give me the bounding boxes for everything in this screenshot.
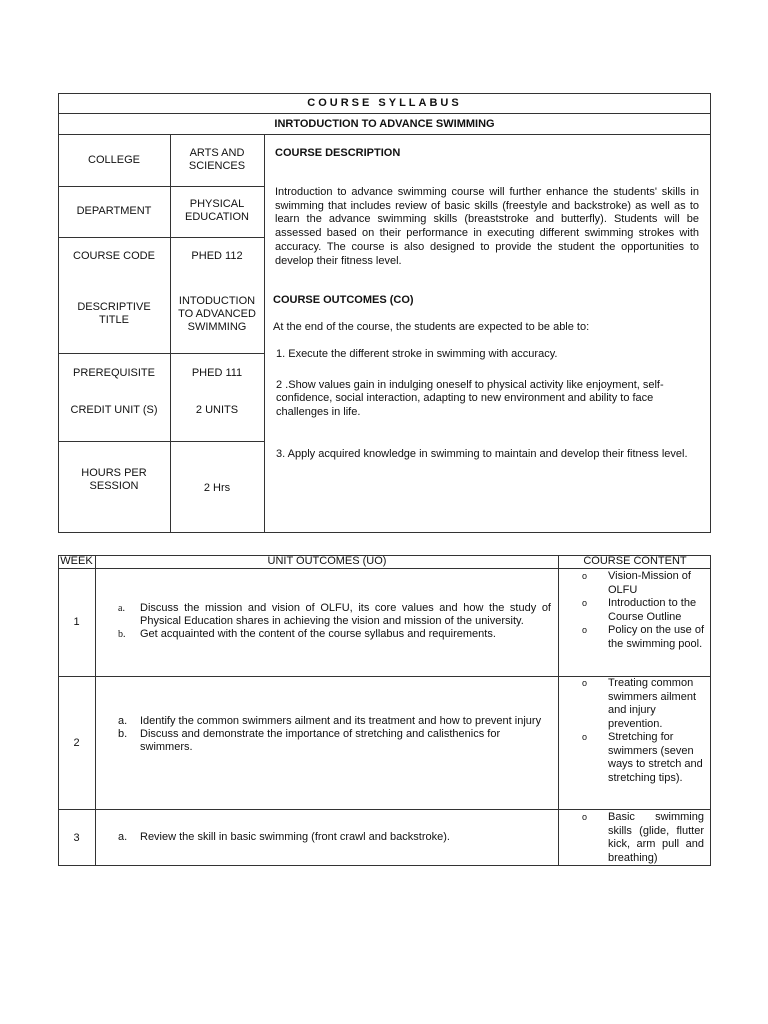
bullet: o xyxy=(582,812,588,822)
row-divider xyxy=(58,353,264,354)
course-name-cell xyxy=(58,114,711,135)
unit-outcome-text: Get acquainted with the content of the course syllabus and requirements. xyxy=(140,628,496,640)
course-content-item xyxy=(582,597,704,624)
course-content-item xyxy=(582,570,704,597)
column-divider xyxy=(95,555,96,866)
course-content-text: Vision-Mission of OLFU xyxy=(608,570,691,596)
bullet: o xyxy=(582,732,588,742)
course-content-item xyxy=(582,811,704,865)
hours-label: HOURS PER SESSION xyxy=(81,467,147,492)
page-title: COURSE SYLLABUS xyxy=(307,97,462,109)
credit-unit-value: 2 UNITS xyxy=(195,403,239,416)
prerequisite-value: PHED 111 xyxy=(191,366,243,379)
unit-outcomes-cell xyxy=(118,831,551,844)
row-divider xyxy=(58,186,264,187)
course-content-text: Introduction to the Course Outline xyxy=(608,597,697,623)
row-divider xyxy=(58,441,264,442)
course-content-cell xyxy=(582,570,704,651)
prerequisite-label: PREREQUISITE xyxy=(73,366,155,379)
course-outcomes-intro: At the end of the course, the students are expected to be able to: xyxy=(273,321,590,333)
week-number: 1 xyxy=(73,616,80,628)
unit-outcome-text: Discuss and demonstrate the importance of stretching and calisthenics for swimmers. xyxy=(140,728,501,753)
course-content-item xyxy=(582,624,704,651)
list-marker: b. xyxy=(118,728,128,740)
course-description-heading: COURSE DESCRIPTION xyxy=(275,147,401,159)
course-name: INRTODUCTION TO ADVANCE SWIMMING xyxy=(274,118,495,130)
course-outcome-item: 3. Apply acquired knowledge in swimming to maintain and develop their fitness level. xyxy=(276,448,688,460)
descriptive-title-label: DESCRIPTIVE TITLE xyxy=(77,301,151,326)
course-code-value: PHED 112 xyxy=(191,249,243,262)
list-marker: a. xyxy=(118,831,128,843)
college-value: ARTS AND SCIENCES xyxy=(188,147,246,172)
bullet: o xyxy=(582,625,588,635)
header-week: WEEK xyxy=(60,555,93,567)
course-content-text: Stretching for swimmers (seven ways to stretch and stretching tips). xyxy=(608,731,703,784)
course-code-label: COURSE CODE xyxy=(73,249,155,262)
bullet: o xyxy=(582,678,588,688)
unit-outcome-text: Discuss the mission and vision of OLFU, its core values and how the study of Physical Education shares in achieving the vision and mission of the university. xyxy=(140,602,551,627)
credit-unit-label: CREDIT UNIT (S) xyxy=(70,403,158,416)
course-description-text: Introduction to advance swimming course will further enhance the students' skills in swimming that includes review of basic skills (freestyle and backstroke) as well as to learn the advance swimming skills (breaststroke and butterfly). Students will be assessed based on their performance in executing different swimming strokes with accuracy. The course is also designed to provide the student the opportunities to develop their fitness level. xyxy=(275,186,699,267)
course-content-item xyxy=(582,731,704,785)
unit-outcome-item xyxy=(118,602,551,628)
college-label: COLLEGE xyxy=(88,153,140,166)
column-divider xyxy=(558,555,559,866)
bullet: o xyxy=(582,598,588,608)
unit-outcome-item xyxy=(118,728,551,754)
descriptive-title-value: INTODUCTION TO ADVANCED SWIMMING xyxy=(178,294,256,333)
header-unit-outcomes: UNIT OUTCOMES (UO) xyxy=(267,555,387,567)
unit-outcomes-cell xyxy=(118,602,551,641)
course-content-text: Basic swimming skills (glide, flutter kick, arm pull and breathing) xyxy=(608,811,704,864)
header-course-content: COURSE CONTENT xyxy=(583,555,687,567)
syllabus-title-cell xyxy=(58,93,711,114)
unit-outcome-item xyxy=(118,628,551,641)
unit-outcome-text: Identify the common swimmers ailment and its treatment and how to prevent injury xyxy=(140,715,542,727)
course-content-text: Policy on the use of the swimming pool. xyxy=(608,624,705,650)
column-divider xyxy=(170,135,171,532)
course-outcome-item: 2 .Show values gain in indulging oneself to physical activity like enjoyment, self-confidence, social interaction, adapting to new environment and ability to face challenges in life. xyxy=(276,379,664,418)
unit-outcome-text: Review the skill in basic swimming (front crawl and backstroke). xyxy=(140,831,450,843)
list-marker: a. xyxy=(118,603,125,614)
unit-outcome-item xyxy=(118,715,551,728)
course-content-item xyxy=(582,677,704,731)
bullet: o xyxy=(582,571,588,581)
course-outcomes-heading: COURSE OUTCOMES (CO) xyxy=(273,294,414,306)
hours-value: 2 Hrs xyxy=(203,481,231,494)
week-number: 2 xyxy=(73,736,80,749)
row-divider xyxy=(58,568,711,569)
week-number: 3 xyxy=(73,831,80,844)
row-divider xyxy=(58,809,711,810)
course-content-text: Treating common swimmers ailment and injury prevention. xyxy=(608,677,697,730)
department-value: PHYSICAL EDUCATION xyxy=(185,198,249,223)
unit-outcome-item xyxy=(118,831,551,844)
course-content-cell xyxy=(582,811,704,865)
department-label: DEPARTMENT xyxy=(76,204,152,217)
list-marker: b. xyxy=(118,629,126,640)
row-divider xyxy=(58,237,264,238)
course-outcome-item: 1. Execute the different stroke in swimming with accuracy. xyxy=(276,348,558,360)
list-marker: a. xyxy=(118,715,128,727)
course-content-cell xyxy=(582,677,704,785)
column-divider xyxy=(264,135,265,532)
unit-outcomes-cell xyxy=(118,715,551,754)
